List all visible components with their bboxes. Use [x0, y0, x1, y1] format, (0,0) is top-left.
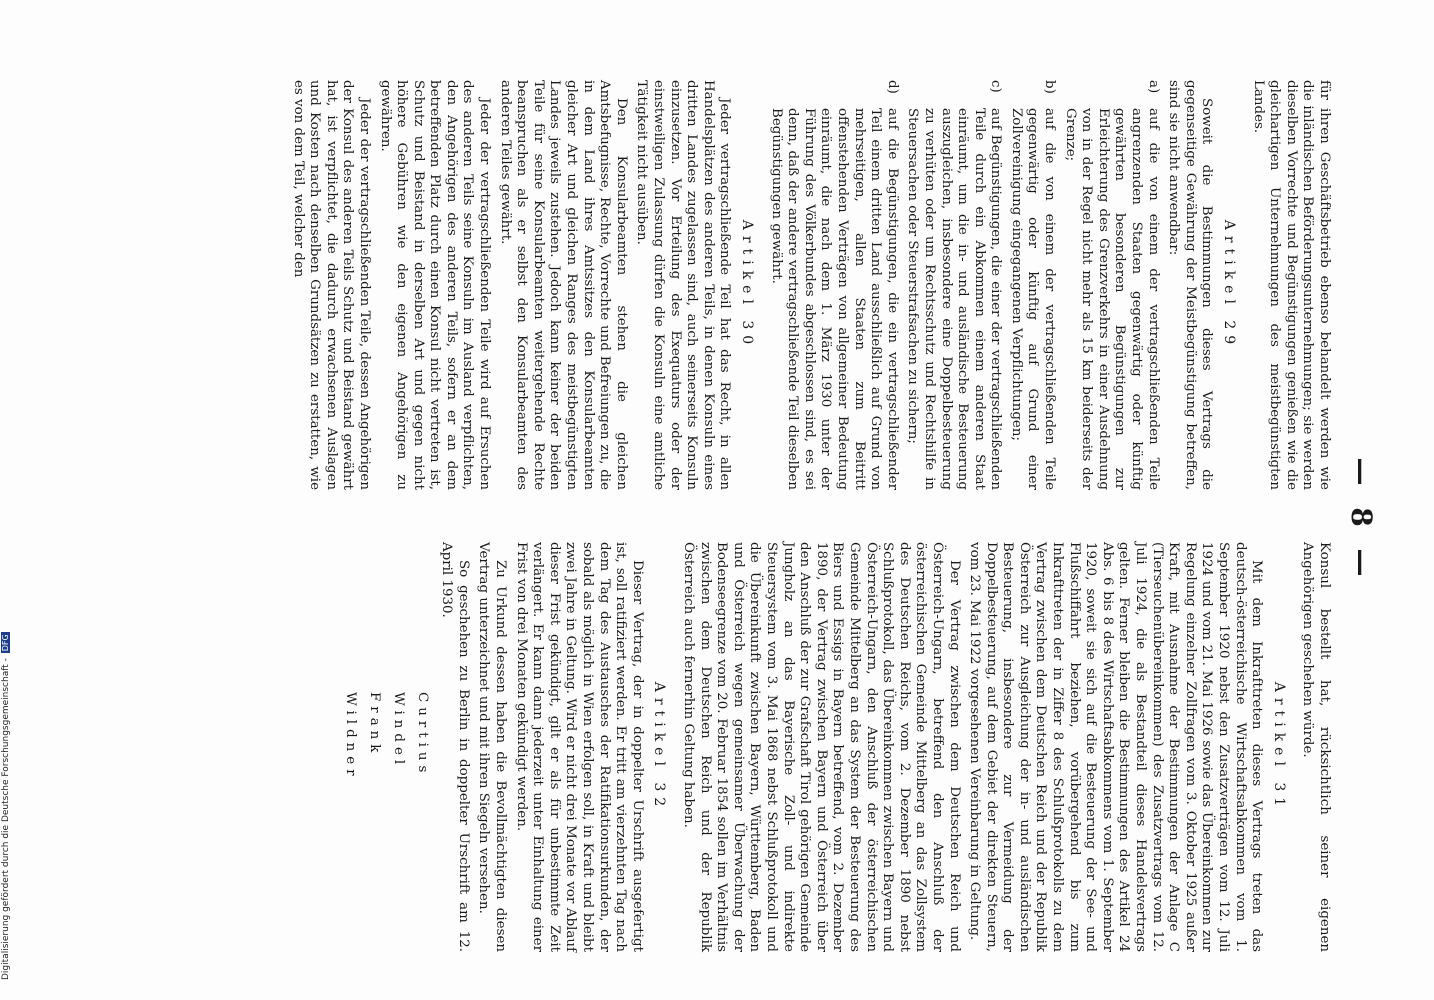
article-30-paragraph: Jeder der vertragschließenden Teile, dessen Angehörigen der Konsul des anderen Teils Schutz und Beistand gewährt hat, ist verpflichtet, die dadurch erwachsenen Auslagen und Kosten nach denselben Grundsätzen zu erstatten, wie es von dem Teil, welcher den [290, 80, 372, 490]
article-32-paragraph: Zu Urkund dessen haben die Bevollmächtigten diesen Vertrag unterzeichnet und mit ihren Siegeln versehen. [476, 542, 509, 952]
article-32-paragraph: Dieser Vertrag, der in doppelter Urschrift ausgefertigt ist, soll ratifiziert werden. Er tritt am vierzehnten Tag nach dem Tag des Austausches der Ratifikationsurkunden, der sobald als möglich in Wien erfolgen soll, in Kraft und bleibt zwei Jahre in Geltung. Wird er nicht drei Monate vor Ablauf dieser Frist gekündigt, gilt er als für unbestimmte Zeit verlängert. Er kann dann jederzeit unter Einhaltung einer Frist von drei Monaten gekündigt werden. [513, 542, 645, 952]
footer-text: Digitalisierung gefördert durch die Deutsche Forschungsgemeinschaft - [1, 658, 11, 980]
item-label: d) [884, 80, 900, 94]
signature: Wildner [342, 692, 358, 781]
article-30-title: Artikel 30 [739, 219, 755, 351]
article-30-paragraph: Den Konsularbeamten stehen die gleichen Amtsbefugnisse, Rechte, Vorrechte und Befreiungen zu, die in dem Land ihres Amtssitzes den Konsularbeamten gleicher Art und gleichen Ranges des meistbegünstigten Landes jeweils zustehen. Jedoch kann keiner der beiden Teile für seine Konsularbeamten weitergehende Rechte beanspruchen als er selbst den Konsularbeamten des anderen Teiles gewährt. [497, 80, 629, 490]
article-31-paragraph: Der Vertrag zwischen dem Deutschen Reich und Österreich-Ungarn, betreffend den Anschluß der österreichischen Gemeinde Mittelberg an das Zollsystem des Deutschen Reichs, vom 2. Dezember 1890 nebst Schlußprotokoll, das Übereinkommen zwischen Bayern und Österreich-Ungarn, den Anschluß der österreichischen Gemeinde Mittelberg an das System der Besteuerung des Biers und Essigs in Bayern betreffend, vom 2. Dezember 1890, der Vertrag zwischen Bayern und Österreich über den Anschluß der zur Grafschaft Tirol gehörigen Gemeinde Jungholz an das Bayerische Zoll- und indirekte Steuersystem vom 3. Mai 1868 nebst Schlußprotokoll und die Übereinkunft zwischen Bayern, Württemberg, Baden und Österreich wegen gemeinsamer Überwachung der Bodenseegrenze vom 20. Februar 1854 sollen im Verhältnis zwischen dem Deutschen Reich und der Republik Österreich auch fernerhin Geltung haben. [681, 542, 962, 952]
article-32-paragraph: So geschehen zu Berlin in doppelter Urschrift am 12. April 1930. [439, 542, 471, 952]
article-29-item-c [904, 80, 1004, 490]
item-text: auf die Begünstigungen, die ein vertragschließender Teil einem dritten Land ausschließlich auf Grund von mehrseitigen, allen Staaten zum Beitritt offenstehenden Verträgen von allgemeiner Bedeutung einräumt, die nach dem 1. März 1930 unter der Führung des Völkerbundes abgeschlossen sind, es sei denn, daß der andere vertragschließende Teil dieselben Begünstigungen gewährt. [768, 108, 900, 490]
article-30-paragraph: Jeder der vertragschließenden Teile wird auf Ersuchen des anderen Teils seine Konsuln im Ausland verpflichten, den Angehörigen des anderen Teils, sofern er an dem betreffenden Platz durch einen Konsul nicht vertreten ist, Schutz und Beistand in derselben Art und gegen nicht höhere Gebühren wie den eigenen Angehörigen zu gewähren. [377, 80, 493, 490]
dfg-logo-icon: DFG [1, 634, 10, 652]
article-29-intro: Soweit die Bestimmungen dieses Vertrags die gegenseitige Gewährung der Meistbegünstigung betreffen, sind sie nicht anwendbar: [1166, 80, 1215, 490]
item-label: c) [988, 80, 1004, 93]
article-29-title: Artikel 29 [1221, 219, 1238, 351]
article-31-title: Artikel 31 [1270, 681, 1287, 813]
item-text: auf die von einem der vertragschließenden Teile gegenwärtig oder künftig auf Grund einer Zollvereinigung eingegangenen Verpflichtungen; [1008, 108, 1058, 490]
item-text: auf die von einem der vertragschließenden Teile angrenzenden Staaten gegenwärtig oder künftig gewährten besonderen Begünstigungen zur Erleichterung des Grenzverkehrs in einer Ausdehnung von in der Regel nicht mehr als 15 km beiderseits der Grenze; [1062, 108, 1161, 490]
right-column [338, 542, 1332, 952]
signature: Windel [390, 692, 406, 770]
article-32-title: Artikel 32 [651, 681, 668, 813]
item-label: a) [1145, 80, 1161, 94]
article-30-paragraph: Jeder vertragschließende Teil hat das Recht, in allen Handelsplätzen des anderen Teils, in denen Konsuln eines dritten Landes zugelassen sind, auch seinerseits Konsuln einzusetzen. Vor Erteilung des Exequaturs oder der einstweiligen Zulassung dürfen die Konsuln eine amtliche Tätigkeit nicht ausüben. [634, 80, 733, 490]
signature: Frank [366, 692, 382, 758]
article-29-item-a [1061, 80, 1161, 490]
item-label: b) [1042, 80, 1058, 94]
left-intro: für ihren Geschäftsbetrieb ebenso behandelt werden wie die inländischen Beförderungsunternehmungen; sie werden dieselben Vorrechte und Begünstigungen genießen wie die gleichartigen Unternehmungen des meistbegünstigten Landes. [1250, 80, 1332, 490]
article-29-item-b [1007, 80, 1057, 490]
right-intro: Konsul bestellt hat, rücksichtlich seiner eigenen Angehörigen geschehen würde. [1300, 542, 1332, 952]
page-number: — 8 — [1345, 457, 1378, 583]
digitization-footer [1, 600, 15, 980]
item-text: auf Begünstigungen, die einer der vertragschließenden Teile durch ein Abkommen einem anderen Staat einräumt, um die in- und ausländische Besteuerung auszugleichen, insbesondere eine Doppelbesteuerung zu verhüten oder um Rechtsschutz und Rechtshilfe in Steuersachen oder Steuerstrafsachen zu sichern; [905, 108, 1004, 490]
rotated-document [130, 80, 1380, 960]
signature: Curtius [414, 692, 430, 778]
article-31-paragraph: Mit dem Inkrafttreten dieses Vertrags treten das deutsch-österreichische Wirtschaftsabkommen vom 1. September 1920 nebst den Zusatzverträgen vom 12. Juli 1924 und vom 21. Mai 1926 sowie das Übereinkommen zur Regelung einzelner Zollfragen vom 3. Oktober 1925 außer Kraft, mit Ausnahme der Bestimmungen der Anlage C (Tierseuchenübereinkommen) des Zusatzvertrags vom 12. Juli 1924, die als Bestandteil dieses Handelsvertrags gelten. Ferner bleiben die Bestimmungen des Artikel 24 Abs. 6 bis 8 des Wirtschaftsabkommens vom 1. September 1920, soweit sie sich auf die Besteuerung der See- und Flußschiffahrt beziehen, vorübergehend bis zum Inkrafttreten der in Ziffer 8 des Schlußprotokolls zu dem Vertrag zwischen dem Deutschen Reich und der Republik Österreich zur Ausgleichung der in- und ausländischen Besteuerung, insbesondere zur Vermeidung der Doppelbesteuerung, auf dem Gebiet der direkten Steuern, vom 23. Mai 1922 vorgesehenen Vereinbarung in Geltung. [967, 542, 1265, 952]
article-29-item-d [767, 80, 900, 490]
left-column [285, 80, 1332, 490]
